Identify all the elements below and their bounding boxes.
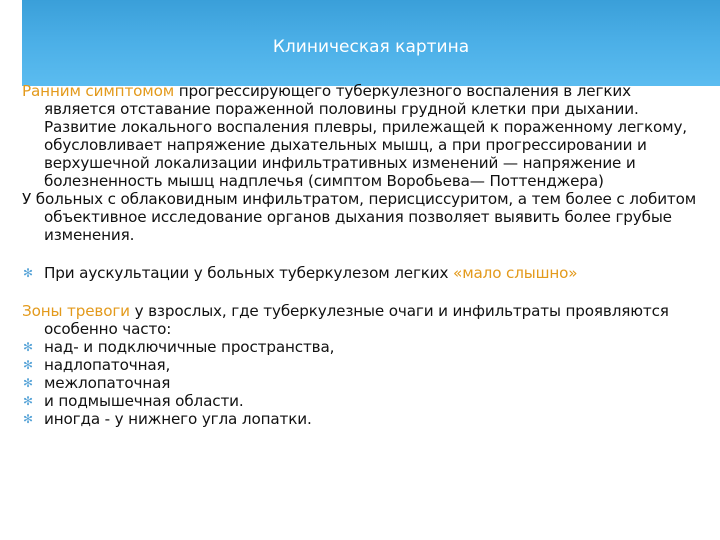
alarm-zones-text: у взрослых, где туберкулезные очаги и инфильтраты проявляются особенно часто:: [44, 302, 669, 338]
slide-title-bar: [22, 0, 720, 86]
list-item-text: и подмышечная области.: [44, 392, 244, 410]
paragraph-infiltrate: У больных с облаковидным инфильтратом, перисциссуритом, а тем более с лобитом объективное исследование органов дыхания позволяет выявить более грубые изменения.: [22, 190, 697, 244]
list-item: [22, 374, 704, 392]
auscultation-item: [22, 264, 704, 282]
list-item-text: надлопаточная,: [44, 356, 171, 374]
asterisk-bullet-icon: ✻: [23, 266, 33, 280]
asterisk-bullet-icon: ✻: [23, 340, 33, 354]
list-item-text: иногда - у нижнего угла лопатки.: [44, 410, 312, 428]
list-item: [22, 338, 704, 356]
slide-body: [22, 82, 704, 428]
early-symptom-lead: Ранним симптомом: [22, 82, 175, 100]
slide-title: Клиническая картина: [272, 37, 470, 57]
list-item: [22, 392, 704, 410]
list-item-text: межлопаточная: [44, 374, 171, 392]
asterisk-bullet-icon: ✻: [23, 376, 33, 390]
spacer: [22, 282, 704, 302]
auscultation-text: При аускультации у больных туберкулезом легких: [44, 264, 454, 282]
list-item-text: над- и подключичные пространства,: [44, 338, 335, 356]
asterisk-bullet-icon: ✻: [23, 394, 33, 408]
auscultation-highlight: «мало слышно»: [453, 264, 578, 282]
early-symptom-text: прогрессирующего туберкулезного воспаления в легких является отставание пораженной половины грудной клетки при дыхании. Развитие локального воспаления плевры, прилежащей к пораженному легкому, обусловливает напряжение дыхательных мышц, а при прогрессировании и верхушечной локализации инфильтративных изменений — напряжение и болезненность мышц надплечья (симптом Воробьева— Поттенджера): [44, 82, 687, 190]
alarm-zones-lead: Зоны тревоги: [22, 302, 130, 320]
spacer: [22, 244, 704, 264]
asterisk-bullet-icon: ✻: [23, 412, 33, 426]
list-item: [22, 356, 704, 374]
alarm-zones-intro: [22, 302, 704, 338]
list-item: [22, 410, 704, 428]
asterisk-bullet-icon: ✻: [23, 358, 33, 372]
paragraph-early-symptom: [22, 82, 704, 190]
